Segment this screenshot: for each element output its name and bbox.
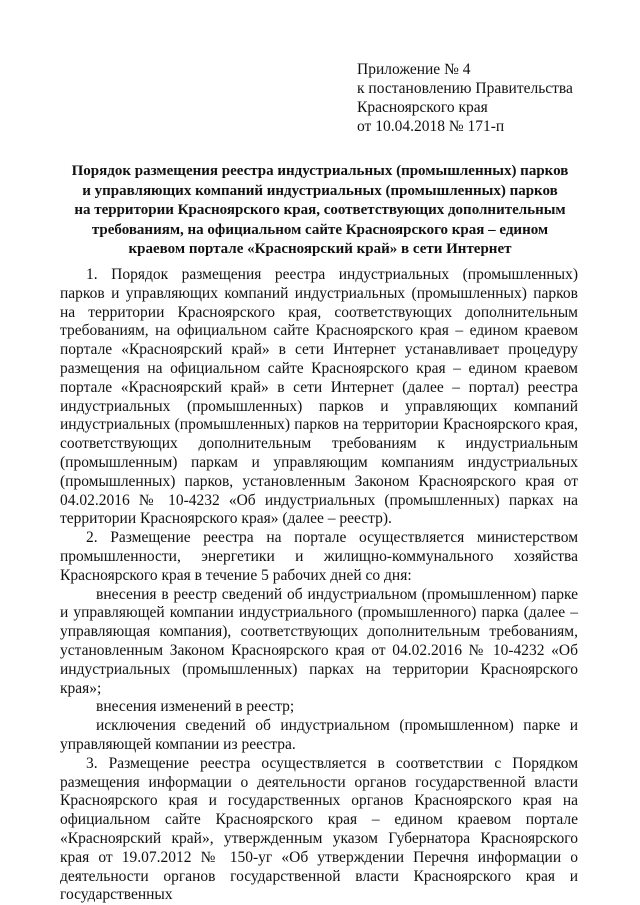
document-body xyxy=(60,266,578,905)
list-item-inclusion: внесения в реестр сведений об индустриальном (промышленном) парке и управляющей компании индустриального (промышленного) парка (далее – управляющая компания), соответствующих дополнительным требованиям, установленным Законом Красноярского края от 04.02.2016 № 10-4232 «Об индустриальных (промышленных) парках на территории Красноярского края»; xyxy=(60,585,578,697)
title-line: краевом портале «Красноярский край» в сети Интернет xyxy=(128,241,512,257)
annex-reference: к постановлению Правительства xyxy=(357,80,573,97)
title-line: на территории Красноярского края, соответствующих дополнительным xyxy=(74,202,566,218)
paragraph-1: 1. Порядок размещения реестра индустриальных (промышленных) парков и управляющих компаний индустриальных (промышленных) парков на территории Красноярского края, соответствующих дополнительным требованиям, на официальном сайте Красноярского края – едином краевом портале «Красноярский край» в сети Интернет устанавливает процедуру размещения на официальном сайте Красноярского края – едином краевом портале «Красноярский край» в сети Интернет (далее – портал) реестра индустриальных (промышленных) парков и управляющих компаний индустриальных (промышленных) парков на территории Красноярского края, соответствующих дополнительным требованиям к индустриальным (промышленным) паркам и управляющим компаниям индустриальных (промышленных) парков, установленным Законом Красноярского края от 04.02.2016 № 10-4232 «Об индустриальных (промышленных) парках на территории Красноярского края» (далее – реестр). xyxy=(60,266,578,528)
title-line: Порядок размещения реестра индустриальных (промышленных) парков xyxy=(71,163,569,179)
annex-header xyxy=(357,60,573,136)
list-item-exclusion: исключения сведений об индустриальном (промышленном) парке и управляющей компании из реестра. xyxy=(60,717,578,753)
annex-region: Красноярского края xyxy=(357,99,488,116)
paragraph-3: 3. Размещение реестра осуществляется в соответствии с Порядком размещения информации о деятельности органов государственной власти Красноярского края и государственных органов Красноярского края на официальном сайте Красноярского края – едином краевом портале «Красноярский край», утвержденным указом Губернатора Красноярского края от 19.07.2012 № 150-уг «Об утверждении Перечня информации о деятельности органов государственной власти Красноярского края и государственных xyxy=(60,754,578,904)
annex-number: Приложение № 4 xyxy=(357,61,471,78)
title-line: и управляющих компаний индустриальных (промышленных) парков xyxy=(82,182,558,199)
paragraph-2: 2. Размещение реестра на портале осуществляется министерством промышленности, энергетики и жилищно-коммунального хозяйства Красноярского края в течение 5 рабочих дней со дня: xyxy=(60,529,578,584)
title-line: требованиям, на официальном сайте Красноярского края – едином xyxy=(91,221,549,238)
list-item-changes: внесения изменений в реестр; xyxy=(96,698,295,716)
annex-date: от 10.04.2018 № 171-п xyxy=(357,118,505,135)
document-title xyxy=(50,162,590,260)
